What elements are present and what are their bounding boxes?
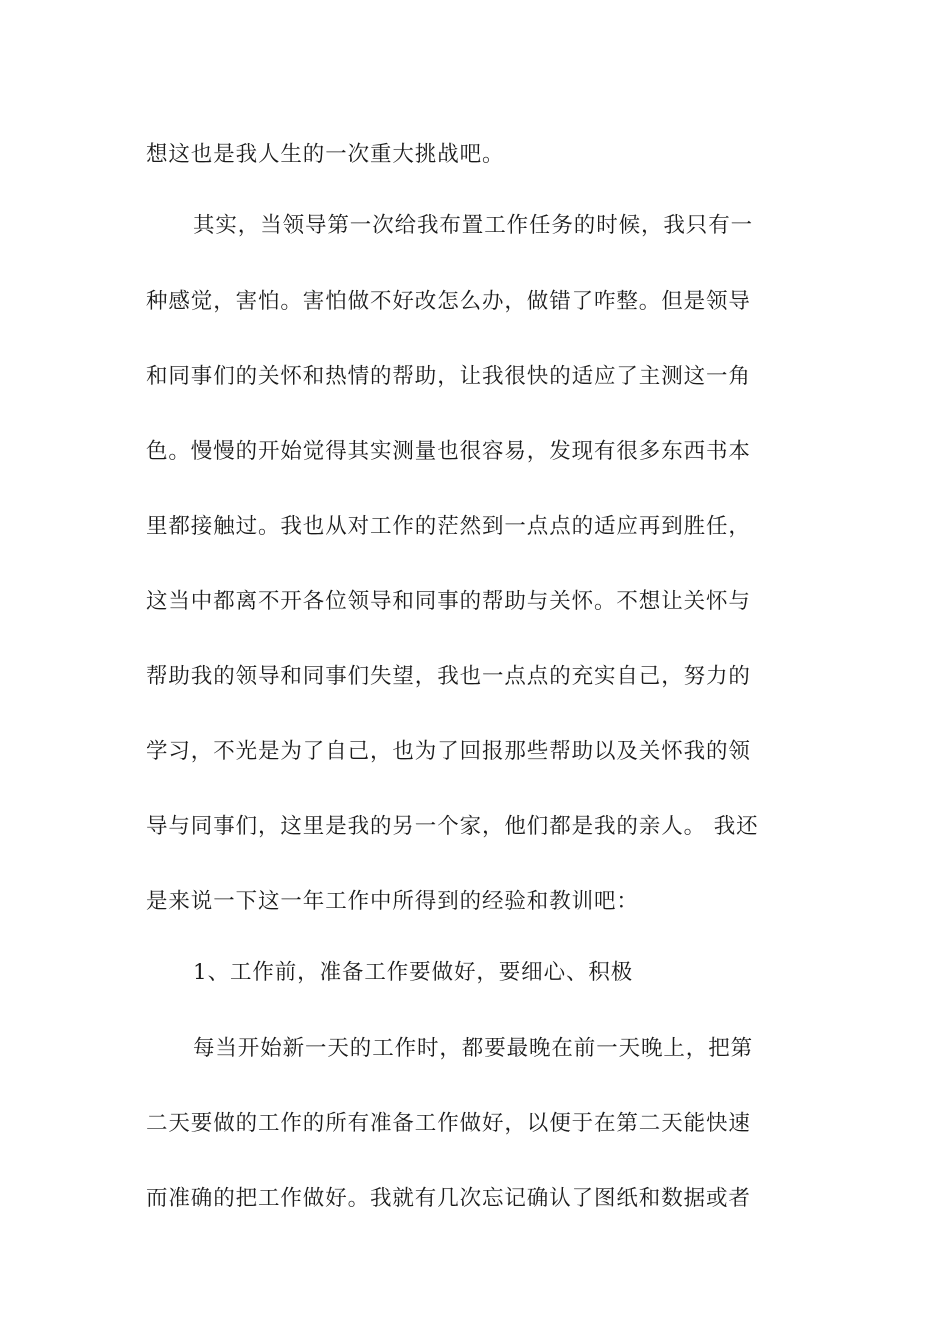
text-line: 每当开始新一天的工作时，都要最晚在前一天晚上，把第 [193,1036,754,1061]
text-line: 而准确的把工作做好。我就有几次忘记确认了图纸和数据或者 [146,1186,751,1211]
text-line: 想这也是我人生的一次重大挑战吧。 [146,142,505,167]
text-line: 是来说一下这一年工作中所得到的经验和教训吧： [146,889,639,914]
list-heading: 1、工作前，准备工作要做好，要细心、积极 [193,960,634,985]
text-line: 二天要做的工作的所有准备工作做好，以便于在第二天能快速 [146,1111,751,1136]
text-line: 色。慢慢的开始觉得其实测量也很容易，发现有很多东西书本 [146,439,751,464]
text-line: 导与同事们，这里是我的另一个家，他们都是我的亲人。 我还 [146,814,759,839]
text-line: 帮助我的领导和同事们失望，我也一点点的充实自己，努力的 [146,664,751,689]
text-line: 这当中都离不开各位领导和同事的帮助与关怀。不想让关怀与 [146,589,751,614]
text-line: 其实，当领导第一次给我布置工作任务的时候，我只有一 [193,213,754,238]
text-line: 里都接触过。我也从对工作的茫然到一点点的适应再到胜任， [146,514,751,539]
text-line: 和同事们的关怀和热情的帮助，让我很快的适应了主测这一角 [146,364,751,389]
text-line: 学习，不光是为了自己，也为了回报那些帮助以及关怀我的领 [146,739,751,764]
text-line: 种感觉，害怕。害怕做不好改怎么办，做错了咋整。但是领导 [146,289,751,314]
